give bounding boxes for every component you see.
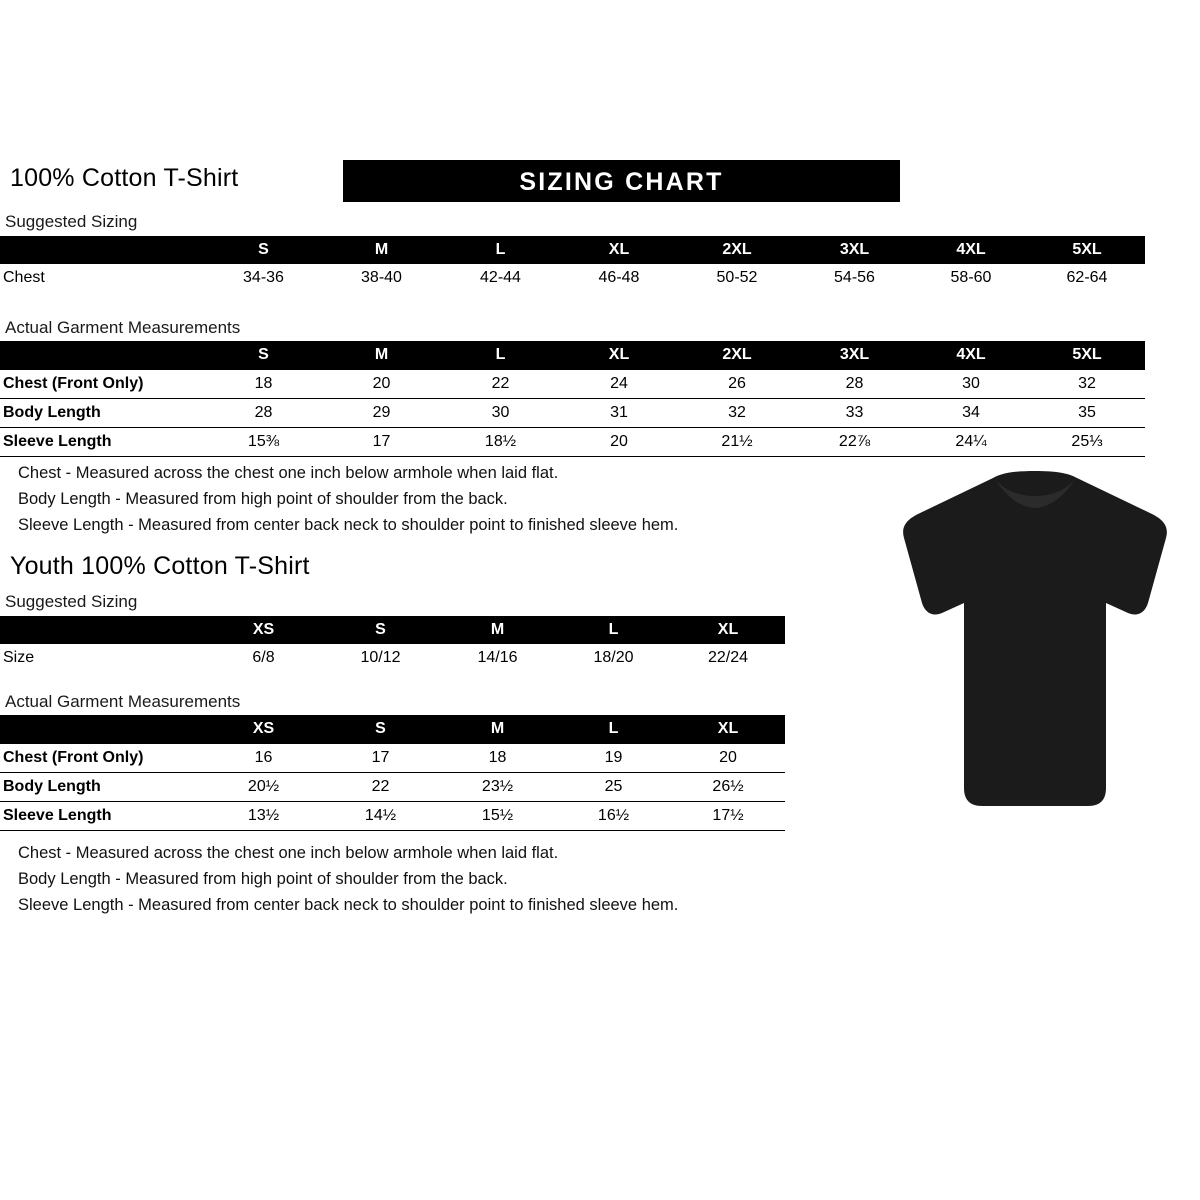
- sizing-chart-banner: [343, 160, 900, 202]
- youth-suggested-sizing-table: [0, 616, 785, 672]
- cell: 16½: [556, 802, 671, 831]
- cell: 18½: [441, 428, 560, 457]
- header-row: [10, 160, 900, 202]
- cell: 17: [322, 744, 439, 773]
- cell: 38-40: [322, 264, 441, 292]
- table-header-row: [0, 341, 1145, 370]
- col-header: [0, 616, 205, 644]
- col-header: S: [322, 616, 439, 644]
- cell: 32: [678, 399, 796, 428]
- youth-actual-caption: Actual Garment Measurements: [5, 692, 241, 711]
- youth-section-title: Youth 100% Cotton T-Shirt: [10, 552, 310, 580]
- cell: 50-52: [678, 264, 796, 292]
- col-header: XS: [205, 616, 322, 644]
- cell: 29: [322, 399, 441, 428]
- row-label: Sleeve Length: [0, 428, 205, 457]
- col-header: XL: [671, 715, 785, 744]
- cell: 22⅞: [796, 428, 913, 457]
- adult-actual-measurements-table: [0, 341, 1145, 457]
- cell: 62-64: [1029, 264, 1145, 292]
- cell: 14/16: [439, 644, 556, 672]
- cell: 21½: [678, 428, 796, 457]
- row-label: Sleeve Length: [0, 802, 205, 831]
- cell: 10/12: [322, 644, 439, 672]
- cell: 20: [671, 744, 785, 773]
- cell: 46-48: [560, 264, 678, 292]
- cell: 28: [796, 370, 913, 399]
- col-header: 4XL: [913, 236, 1029, 264]
- col-header: L: [556, 616, 671, 644]
- cell: 13½: [205, 802, 322, 831]
- cell: 23½: [439, 773, 556, 802]
- col-header: S: [205, 341, 322, 370]
- cell: 19: [556, 744, 671, 773]
- note-body-length: Body Length - Measured from high point of shoulder from the back.: [18, 870, 508, 888]
- row-label: Size: [0, 644, 205, 672]
- cell: 16: [205, 744, 322, 773]
- table-row: [0, 802, 785, 831]
- cell: 58-60: [913, 264, 1029, 292]
- cell: 24¼: [913, 428, 1029, 457]
- col-header: [0, 341, 205, 370]
- cell: 22/24: [671, 644, 785, 672]
- cell: 26: [678, 370, 796, 399]
- cell: 14½: [322, 802, 439, 831]
- youth-suggested-caption: Suggested Sizing: [5, 592, 138, 611]
- youth-notes: [18, 840, 678, 918]
- cell: 34: [913, 399, 1029, 428]
- col-header: 4XL: [913, 341, 1029, 370]
- cell: 26½: [671, 773, 785, 802]
- cell: 25⅓: [1029, 428, 1145, 457]
- note-chest: Chest - Measured across the chest one inch below armhole when laid flat.: [18, 464, 559, 482]
- table-row: [0, 428, 1145, 457]
- table-header-row: [0, 616, 785, 644]
- cell: 33: [796, 399, 913, 428]
- row-label: Body Length: [0, 773, 205, 802]
- col-header: M: [439, 715, 556, 744]
- cell: 24: [560, 370, 678, 399]
- cell: 20½: [205, 773, 322, 802]
- adult-suggested-caption: Suggested Sizing: [5, 212, 138, 231]
- table-row: [0, 644, 785, 672]
- table-row: [0, 399, 1145, 428]
- col-header: L: [441, 236, 560, 264]
- cell: 25: [556, 773, 671, 802]
- col-header: XL: [560, 341, 678, 370]
- col-header: M: [322, 341, 441, 370]
- col-header: 3XL: [796, 236, 913, 264]
- youth-actual-measurements-table: [0, 715, 785, 831]
- cell: 34-36: [205, 264, 322, 292]
- cell: 30: [441, 399, 560, 428]
- cell: 28: [205, 399, 322, 428]
- table-row: [0, 370, 1145, 399]
- col-header: XL: [560, 236, 678, 264]
- cell: 17½: [671, 802, 785, 831]
- cell: 54-56: [796, 264, 913, 292]
- cell: 17: [322, 428, 441, 457]
- cell: 42-44: [441, 264, 560, 292]
- sizing-chart-banner-label: SIZING CHART: [519, 168, 724, 196]
- table-row: [0, 744, 785, 773]
- col-header: 3XL: [796, 341, 913, 370]
- col-header: S: [205, 236, 322, 264]
- col-header: L: [556, 715, 671, 744]
- table-header-row: [0, 715, 785, 744]
- cell: 20: [322, 370, 441, 399]
- col-header: 2XL: [678, 341, 796, 370]
- col-header: M: [439, 616, 556, 644]
- note-body-length: Body Length - Measured from high point of shoulder from the back.: [18, 490, 508, 508]
- table-header-row: [0, 236, 1145, 264]
- row-label: Chest: [0, 264, 205, 292]
- cell: 15½: [439, 802, 556, 831]
- cell: 6/8: [205, 644, 322, 672]
- cell: 22: [322, 773, 439, 802]
- col-header: XL: [671, 616, 785, 644]
- cell: 35: [1029, 399, 1145, 428]
- cell: 32: [1029, 370, 1145, 399]
- col-header: XS: [205, 715, 322, 744]
- cell: 20: [560, 428, 678, 457]
- note-sleeve-length: Sleeve Length - Measured from center back neck to shoulder point to finished sleeve hem.: [18, 516, 679, 534]
- table-row: [0, 264, 1145, 292]
- cell: 18: [205, 370, 322, 399]
- adult-actual-caption: Actual Garment Measurements: [5, 318, 241, 337]
- cell: 31: [560, 399, 678, 428]
- adult-notes: [18, 460, 678, 538]
- note-sleeve-length: Sleeve Length - Measured from center back neck to shoulder point to finished sleeve hem.: [18, 896, 679, 914]
- cell: 15⅜: [205, 428, 322, 457]
- row-label: Chest (Front Only): [0, 370, 205, 399]
- col-header: M: [322, 236, 441, 264]
- col-header: [0, 715, 205, 744]
- cell: 22: [441, 370, 560, 399]
- tshirt-illustration: [890, 470, 1180, 815]
- note-chest: Chest - Measured across the chest one inch below armhole when laid flat.: [18, 844, 559, 862]
- col-header: 5XL: [1029, 236, 1145, 264]
- col-header: 2XL: [678, 236, 796, 264]
- cell: 30: [913, 370, 1029, 399]
- cell: 18: [439, 744, 556, 773]
- adult-suggested-sizing-table: [0, 236, 1145, 292]
- col-header: 5XL: [1029, 341, 1145, 370]
- col-header: [0, 236, 205, 264]
- row-label: Chest (Front Only): [0, 744, 205, 773]
- row-label: Body Length: [0, 399, 205, 428]
- col-header: L: [441, 341, 560, 370]
- table-row: [0, 773, 785, 802]
- col-header: S: [322, 715, 439, 744]
- cell: 18/20: [556, 644, 671, 672]
- page-title: 100% Cotton T-Shirt: [10, 164, 239, 192]
